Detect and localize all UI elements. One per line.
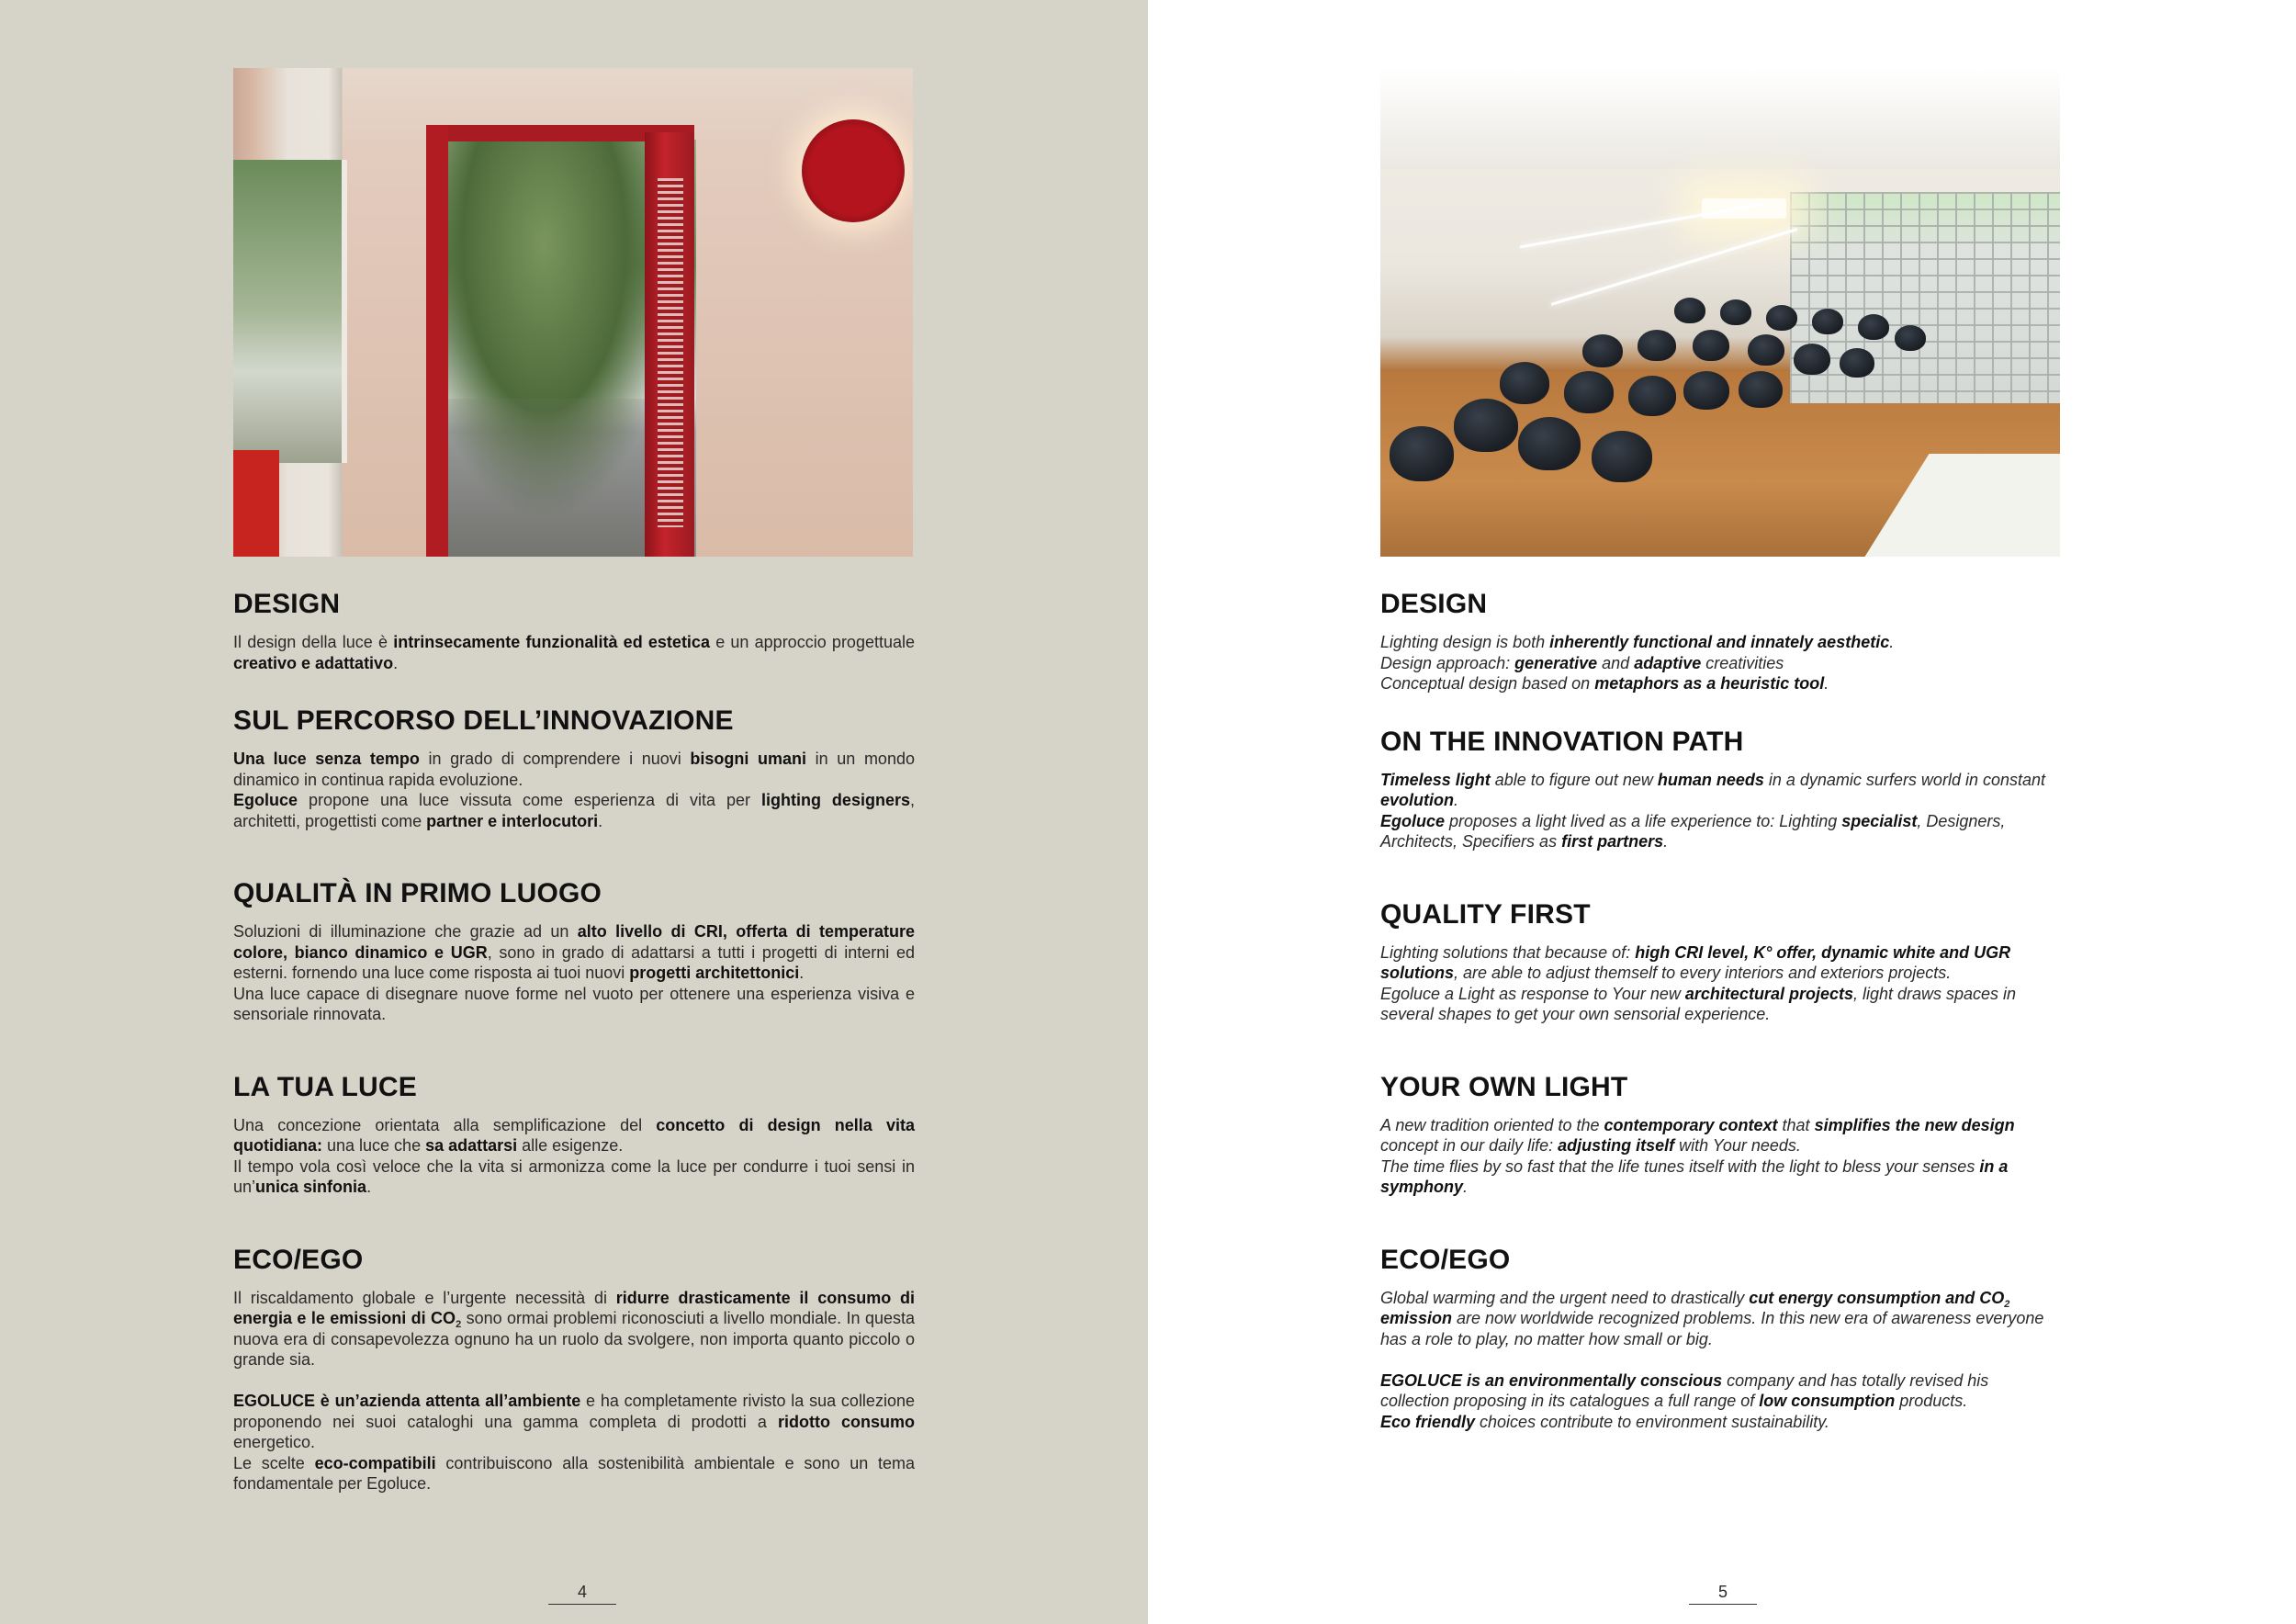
your-light-paragraph: Una concezione orientata alla semplificazione del concetto di design nella vita quotidiana: una luce che sa adattarsi alle esigenze. <box>233 1115 915 1155</box>
design-paragraph: Conceptual design based on metaphors as a heuristic tool. <box>1380 674 1829 693</box>
section-heading: LA TUA LUCE <box>233 1071 417 1102</box>
eco-paragraph: Global warming and the urgent need to drastically cut energy consumption and $CO_2$ emission are now worldwide recognized problems. In this new era of awareness everyone has a role to play, no matter how small or big. <box>1380 1288 2044 1348</box>
eco-paragraph: EGOLUCE è un’azienda attenta all’ambiente e ha completamente rivisto la sua collezione proponendo nei suoi cataloghi una gamma completa di prodotti a ridotto consumo energetico. <box>233 1392 916 1451</box>
quality-paragraph: Una luce capace di disegnare nuove forme nel vuoto per ottenere una esperienza visiva e sensoriale rinnovata. <box>233 984 915 1023</box>
design-paragraph: Design approach: generative and adaptive creativities <box>1380 653 1784 672</box>
quality-paragraph: Soluzioni di illuminazione che grazie ad un alto livello di CRI, offerta di temperature colore, bianco dinamico e UGR, sono in grado di adattarsi a tutti i progetti di interni ed esterni. fornendo una luce come risposta ai tuoi nuovi progetti architettonici. <box>233 922 915 982</box>
innovation-paragraph: Una luce senza tempo in grado di comprendere i nuovi bisogni umani in un mondo dinamico in continua rapida evoluzione. <box>233 750 915 789</box>
right-text-column <box>1380 68 2062 1432</box>
glass-block-wall <box>1790 192 2060 403</box>
right-page <box>1148 0 2296 1624</box>
photo-meeting-room <box>1380 68 2060 557</box>
your-light-paragraph: The time flies by so fast that the life tunes itself with the light to bless your senses in a symphony. <box>1380 1156 2009 1196</box>
quality-paragraph: Lighting solutions that because of: high CRI level, K° offer, dynamic white and UGR solutions, are able to adjust themself to every interiors and exteriors projects. <box>1380 942 2011 982</box>
section-heading: QUALITY FIRST <box>1380 898 1591 930</box>
section-heading: DESIGN <box>233 589 341 619</box>
design-paragraph: Lighting design is both inherently functional and innately aesthetic. <box>1380 633 1895 651</box>
eco-paragraph: Eco friendly choices contribute to environment sustainability. <box>1380 1412 1829 1431</box>
section-heading: ON THE INNOVATION PATH <box>1380 726 1744 757</box>
page-number: 5 <box>1689 1582 1757 1605</box>
your-light-paragraph: Il tempo vola così veloce che la vita si armonizza come la luce per condurre i tuoi sensi in un’unica sinfonia. <box>233 1156 915 1196</box>
innovation-paragraph: Egoluce proposes a light lived as a life experience to: Lighting specialist, Designers, Architects, Specifiers as first partners. <box>1380 811 2006 851</box>
section-heading: SUL PERCORSO DELL’INNOVAZIONE <box>233 705 734 736</box>
photo-red-doorway <box>233 68 913 557</box>
page-number: 4 <box>548 1582 616 1605</box>
your-light-paragraph: A new tradition oriented to the contemporary context that simplifies the new design concept in our daily life: adjusting itself with Your needs. <box>1380 1115 2015 1155</box>
eco-paragraph: Il riscaldamento globale e l’urgente necessità di ridurre drasticamente il consumo di energia e le emissioni di $CO_2$ sono ormai problemi riconosciuti a livello mondiale. In questa nuova era di consapevolezza ognuno ha un ruolo da svolgere, non importa quanto piccolo o grande sia. <box>233 1288 915 1369</box>
section-heading: YOUR OWN LIGHT <box>1380 1071 1628 1102</box>
design-paragraph: Il design della luce è intrinsecamente funzionalità ed estetica e un approccio progettuale creativo e adattativo. <box>233 633 915 672</box>
eco-paragraph: EGOLUCE is an environmentally conscious company and has totally revised his collection proposing in its catalogues a full range of low consumption products. <box>1380 1370 1989 1410</box>
left-text-column <box>233 68 915 1494</box>
section-heading: QUALITÀ IN PRIMO LUOGO <box>233 878 602 908</box>
section-heading: ECO/EGO <box>233 1244 364 1275</box>
linear-light <box>1551 228 1798 306</box>
quality-paragraph: Egoluce a Light as response to Your new architectural projects, light draws spaces in several shapes to get your own sensorial experience. <box>1380 984 2017 1023</box>
innovation-paragraph: Egoluce propone una luce vissuta come esperienza di vita per lighting designers, architetti, progettisti come partner e interlocutori. <box>233 791 915 830</box>
section-heading: DESIGN <box>1380 589 1488 619</box>
eco-paragraph: Le scelte eco-compatibili contribuiscono alla sostenibilità ambientale e sono un tema fondamentale per Egoluce. <box>233 1453 915 1493</box>
linear-light <box>1520 203 1764 249</box>
innovation-paragraph: Timeless light able to figure out new human needs in a dynamic surfers world in constant evolution. <box>1380 770 2046 809</box>
section-heading: ECO/EGO <box>1380 1244 1511 1275</box>
red-disc-lamp <box>802 119 905 222</box>
